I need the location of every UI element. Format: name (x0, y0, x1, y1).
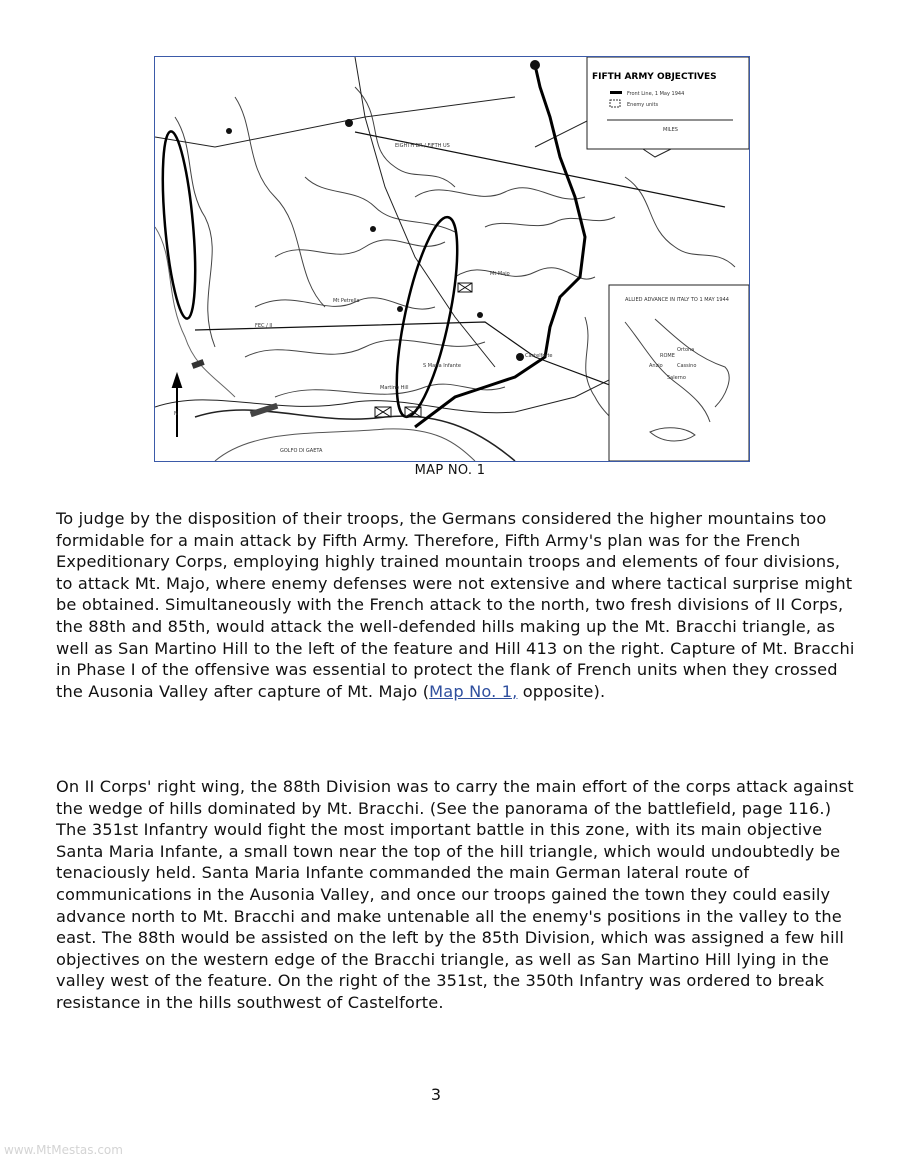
map-legend (587, 57, 749, 149)
legend-enemy-units: Enemy units (627, 102, 659, 108)
legend-front-line: Front Line, 1 May 1944 (627, 91, 685, 97)
map-drawing (155, 57, 749, 461)
inset-ortona: Ortona (677, 347, 695, 353)
castelforte-label: Castelforte (525, 353, 553, 359)
golfo-label: GOLFO DI GAETA (280, 448, 323, 454)
inset-title: ALLIED ADVANCE IN ITALY TO 1 MAY 1944 (625, 297, 729, 303)
majo-label: Mt Majo (490, 271, 510, 277)
map-no-1-link[interactable]: Map No. 1, (429, 681, 518, 701)
inset-rome: ROME (660, 353, 675, 359)
paragraph-1 (56, 508, 856, 702)
inset-salerno: Salerno (667, 375, 686, 381)
legend-scale-label: MILES (663, 127, 678, 133)
petrella-label: Mt Petrella (333, 298, 360, 304)
inset-map (609, 285, 749, 461)
north-label: N (174, 411, 178, 417)
martino-label: Martino Hill (380, 385, 409, 391)
north-arrow-icon (173, 375, 181, 437)
page-number: 3 (430, 1085, 442, 1104)
inset-anzio: Anzio (649, 363, 663, 369)
paragraph-2: On II Corps' right wing, the 88th Division was to carry the main effort of the corps attack against the wedge of hills dominated by Mt. Bracchi. (See the panorama of the battlefield, page 116.) The 351st Infantry would fight the most important battle in this zone, with its main objective Santa Maria Infante, a small town near the top of the hill triangle, which would undoubtedly be tenaciously held. Santa Maria Infante commanded the main German lateral route of communications in the Ausonia Valley, and once our troops gained the town they could easily advance north to Mt. Bracchi and make untenable all the enemy's positions in the valley to the east. The 88th would be assisted on the left by the 85th Division, which was assigned a few hill objectives on the western edge of the Bracchi triangle, as well as San Martino Hill lying in the valley west of the feature. On the right of the 351st, the 350th Infantry was ordered to break resistance in the hills southwest of Castelforte. (56, 777, 854, 1012)
inset-cassino: Cassino (677, 363, 697, 369)
corps-boundary-label: EIGHTH BR / FIFTH US (395, 143, 450, 149)
map-figure (154, 56, 750, 462)
paragraph-1-text-after: opposite). (517, 681, 606, 701)
legend-title: FIFTH ARMY OBJECTIVES (592, 72, 717, 82)
paragraph-1-text-before: To judge by the disposition of their troops, the Germans considered the higher mountains too formidable for a main attack by Fifth Army. Therefore, Fifth Army's plan was for the French Expeditionary Corps, employing highly trained mountain troops and elements of four divisions, to attack Mt. Majo, where enemy defenses were not extensive and where tactical surprise might be obtained. Simultaneously with the French attack to the north, two fresh divisions of II Corps, the 88th and 85th, would attack the well-defended hills making up the Mt. Bracchi triangle, as well as San Martino Hill to the left of the feature and Hill 413 on the right. Capture of Mt. Bracchi in Phase I of the offensive was essential to protect the flank of French units when they crossed the Ausonia Valley after capture of Mt. Majo ( (56, 509, 855, 701)
watermark: www.MtMestas.com (4, 1143, 123, 1157)
sm-infante-label: S Maria Infante (423, 363, 461, 369)
map-caption: MAP NO. 1 (414, 463, 486, 478)
fec-boundary-label: FEC / II (255, 323, 273, 329)
